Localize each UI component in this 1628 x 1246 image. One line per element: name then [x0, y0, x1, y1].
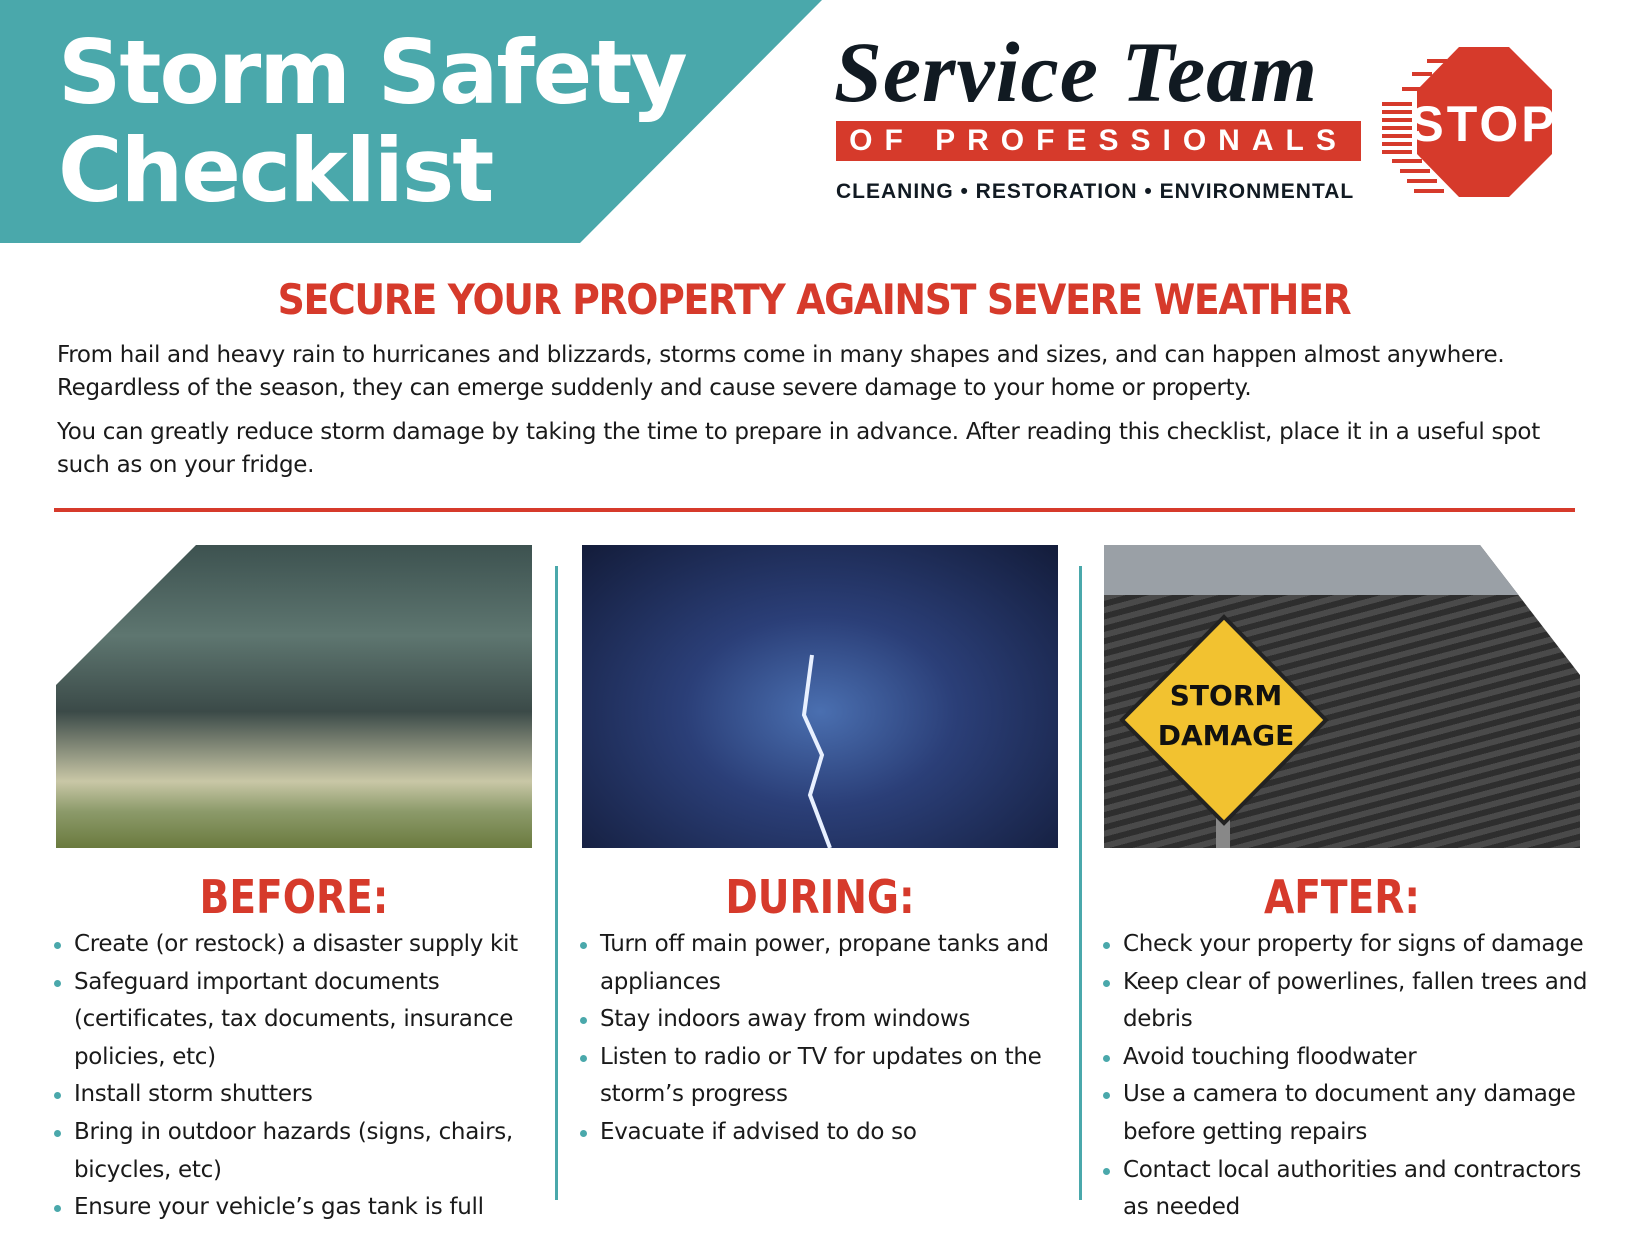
before-heading: BEFORE:	[199, 870, 389, 924]
storm-clouds-image	[56, 545, 532, 848]
list-item: Stay indoors away from windows	[580, 1001, 1060, 1039]
red-divider	[54, 508, 1575, 512]
list-item: Ensure your vehicle’s gas tank is full	[54, 1189, 534, 1227]
during-heading: DURING:	[725, 870, 915, 924]
intro-paragraph-1: From hail and heavy rain to hurricanes and blizzards, storms come in many shapes and sizes, and can happen almost anywhere. Regardless of the season, they can emerge suddenly and cause severe damage to your home or property.	[57, 342, 1505, 401]
list-item: Create (or restock) a disaster supply kit	[54, 926, 534, 964]
column-divider-1	[555, 566, 558, 1200]
logo-tagline: CLEANING • RESTORATION • ENVIRONMENTAL	[836, 180, 1355, 203]
stop-sign-logo	[1382, 47, 1580, 197]
sign-line-1: STORM	[1169, 679, 1283, 712]
page-title	[58, 21, 686, 222]
list-item: Turn off main power, propane tanks and appliances	[580, 926, 1060, 1001]
title-line-2: Checklist	[58, 119, 493, 222]
list-item: Bring in outdoor hazards (signs, chairs, bicycles, etc)	[54, 1114, 534, 1189]
during-list	[580, 926, 1060, 1152]
list-item: Install storm shutters	[54, 1076, 534, 1114]
list-item: Safeguard important documents (certificates, tax documents, insurance policies, etc)	[54, 964, 534, 1077]
list-item: Keep clear of powerlines, fallen trees and debris	[1103, 964, 1593, 1039]
intro-paragraph-2: You can greatly reduce storm damage by taking the time to prepare in advance. After reading this checklist, place it in a useful spot such as on your fridge.	[57, 419, 1540, 478]
list-item: Evacuate if advised to do so	[580, 1114, 1060, 1152]
section-heading: SECURE YOUR PROPERTY AGAINST SEVERE WEATHER	[277, 275, 1351, 324]
title-line-1: Storm Safety	[58, 21, 686, 124]
after-list	[1103, 926, 1593, 1227]
after-heading: AFTER:	[1263, 870, 1421, 924]
roof-damage-image	[1104, 545, 1580, 848]
list-item: Listen to radio or TV for updates on the storm’s progress	[580, 1039, 1060, 1114]
list-item: Check your property for signs of damage	[1103, 926, 1593, 964]
list-item: Contact local authorities and contractors as needed	[1103, 1152, 1593, 1227]
list-item: Avoid touching floodwater	[1103, 1039, 1593, 1077]
logo-subtitle: OF PROFESSIONALS	[836, 121, 1361, 161]
before-list	[54, 926, 534, 1227]
column-divider-2	[1079, 566, 1082, 1200]
sign-line-2: DAMAGE	[1157, 719, 1295, 752]
logo-name: Service Team	[834, 24, 1319, 120]
list-item: Use a camera to document any damage before getting repairs	[1103, 1076, 1593, 1151]
lightning-image	[582, 545, 1058, 848]
stop-text: STOP	[1410, 96, 1558, 152]
